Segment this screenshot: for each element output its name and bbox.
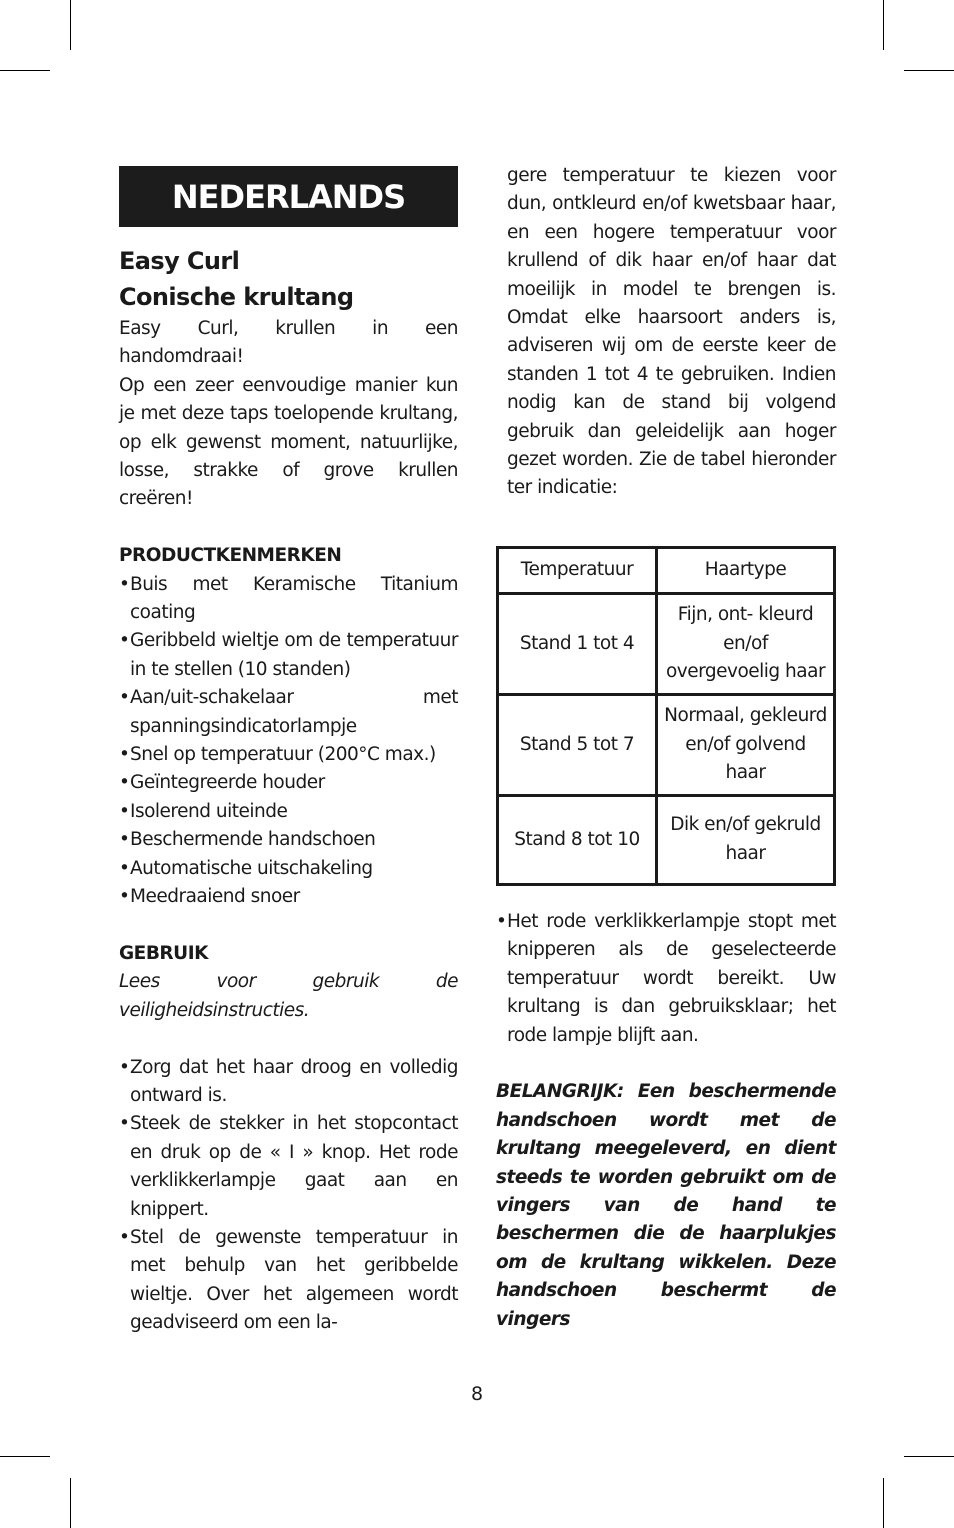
- language-banner: NEDERLANDS: [119, 166, 458, 227]
- table-header-cell: Temperatuur: [498, 547, 657, 593]
- table-cell: Normaal, gekleurd en/of golvend haar: [657, 694, 835, 795]
- list-item: • Isolerend uiteinde: [119, 798, 458, 826]
- crop-mark: [904, 1456, 954, 1457]
- table-row: [498, 795, 835, 884]
- features-heading: PRODUCTKENMERKEN: [119, 545, 342, 567]
- table-row: [498, 593, 835, 694]
- list-item: • Beschermende handschoen: [119, 826, 458, 854]
- product-title-line1: Easy Curl: [119, 247, 240, 275]
- table-cell: Stand 8 tot 10: [498, 795, 657, 884]
- temperature-table: [496, 546, 836, 886]
- product-title-line2: Conische krultang: [119, 283, 354, 311]
- after-table-list: [496, 908, 836, 1050]
- list-item: • Stel de gewenste temperatuur in met behulp van het geribbelde wieltje. Over het algemeen wordt geadviseerd om een la-: [119, 1224, 458, 1338]
- important-notice: BELANGRIJK: Een beschermende handschoen wordt met de krultang meegeleverd, en dient steeds te worden gebruikt om de vingers van de hand te beschermen die de haarplukjes om de krultang wikkelen. Deze handschoen beschermt de vingers: [496, 1081, 836, 1330]
- list-item: • Buis met Keramische Titanium coating: [119, 571, 458, 628]
- crop-mark: [0, 70, 50, 71]
- table-header-row: [498, 547, 835, 593]
- list-item: • Meedraaiend snoer: [119, 883, 458, 911]
- table-row: [498, 694, 835, 795]
- crop-mark: [883, 1478, 884, 1528]
- usage-continuation: gere temperatuur te kiezen voor dun, ontkleurd en/of kwetsbaar haar, en een hogere temperatuur voor krullend of dik haar en/of haar dat moeilijk in model te brengen is. Omdat elke haarsoort anders is, adviseren wij om de eerste keer de standen 1 tot 4 te gebruiken. Indien nodig kan de stand bij volgend gebruik dan geleidelijk aan hoger gezet worden. Zie de tabel hieronder ter indicatie:: [507, 165, 836, 499]
- crop-mark: [0, 1456, 50, 1457]
- intro-description: Op een zeer eenvoudige manier kun je met deze taps toelopende krultang, op elk gewenst moment, natuurlijke, losse, strakke of grove krullen creëren!: [119, 374, 458, 510]
- list-item: • Automatische uitschakeling: [119, 855, 458, 883]
- table-cell: Dik en/of gekruld haar: [657, 795, 835, 884]
- product-title: [119, 243, 458, 315]
- features-list: [119, 571, 458, 912]
- left-column: [119, 166, 458, 1338]
- table-cell: Fijn, ont- kleurd en/of overgevoelig haar: [657, 593, 835, 694]
- safety-note: Lees voor gebruik de veiligheidsinstructies.: [119, 971, 458, 1021]
- list-item: • Geïntegreerde houder: [119, 769, 458, 797]
- list-item: • Het rode verklikkerlampje stopt met knipperen als de geselecteerde temperatuur wordt bereikt. Uw krultang is dan gebruiksklaar; het rode lampje blijft aan.: [496, 908, 836, 1050]
- table-header-cell: Haartype: [657, 547, 835, 593]
- list-item: • Steek de stekker in het stopcontact en druk op de « I » knop. Het rode verklikkerlampje gaat aan en knippert.: [119, 1110, 458, 1224]
- crop-mark: [883, 0, 884, 50]
- usage-heading: GEBRUIK: [119, 942, 208, 964]
- table-cell: Stand 5 tot 7: [498, 694, 657, 795]
- page-number: 8: [470, 1383, 484, 1405]
- intro-tagline: Easy Curl, krullen in een handomdraai!: [119, 318, 458, 368]
- list-item: • Zorg dat het haar droog en volledig ontward is.: [119, 1054, 458, 1111]
- table-cell: Stand 1 tot 4: [498, 593, 657, 694]
- crop-mark: [904, 70, 954, 71]
- list-item: • Geribbeld wieltje om de temperatuur in te stellen (10 standen): [119, 627, 458, 684]
- usage-list: [119, 1054, 458, 1338]
- list-item: • Aan/uit-schakelaar met spanningsindicatorlampje: [119, 684, 458, 741]
- list-item: • Snel op temperatuur (200°C max.): [119, 741, 458, 769]
- crop-mark: [70, 1478, 71, 1528]
- crop-mark: [70, 0, 71, 50]
- right-column: [496, 162, 836, 1334]
